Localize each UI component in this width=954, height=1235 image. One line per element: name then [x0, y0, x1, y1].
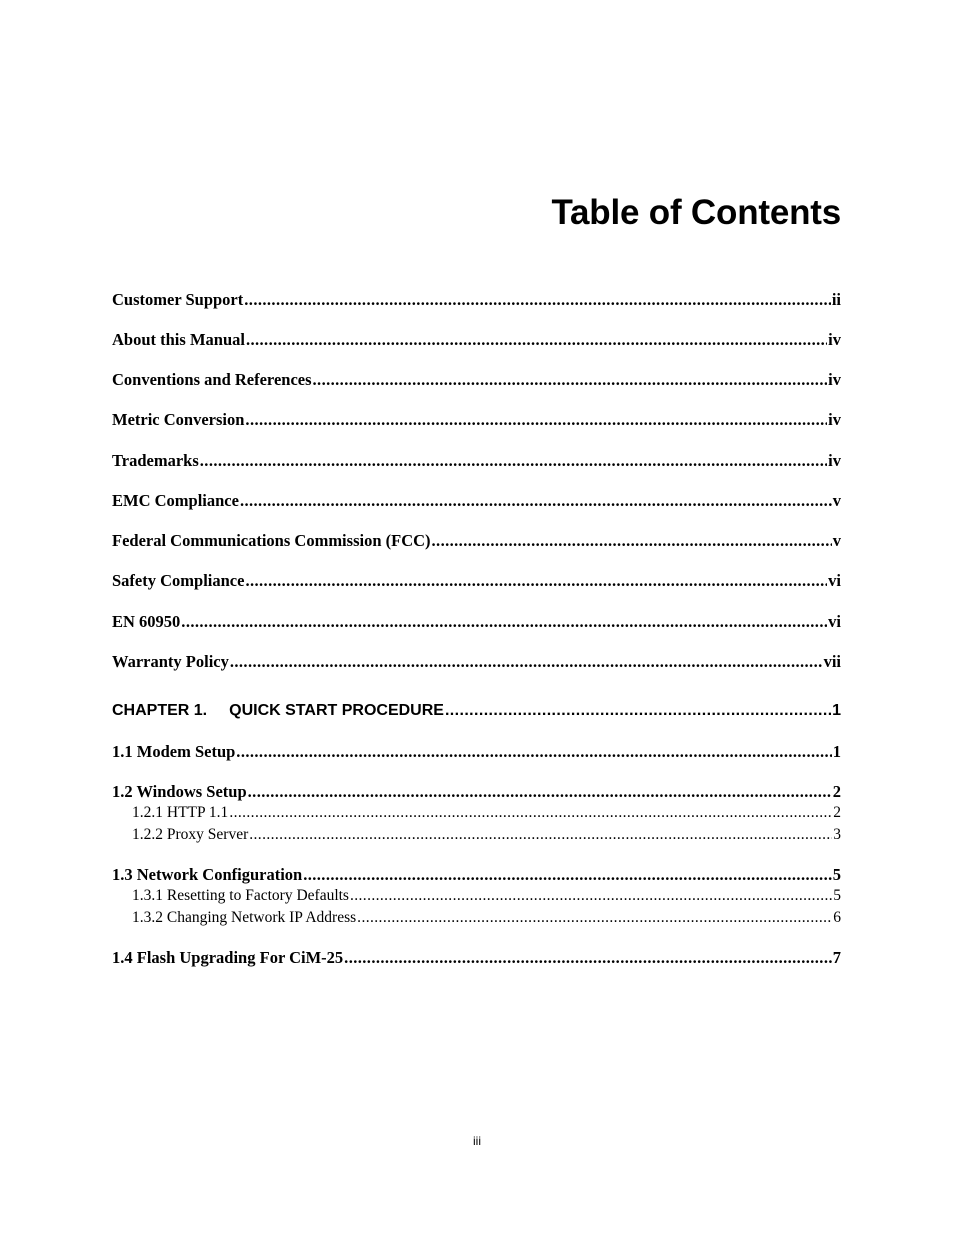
- toc-entry-page: 6: [833, 909, 841, 926]
- toc-entry-metric-conversion[interactable]: [112, 410, 841, 430]
- toc-entry-1-4[interactable]: [112, 948, 841, 968]
- toc-entry-1-1[interactable]: [112, 742, 841, 762]
- toc-entry-label: 1.3 Network Configuration: [112, 865, 303, 884]
- dot-leader: [200, 451, 827, 471]
- toc-entry-1-2-2[interactable]: [132, 825, 841, 845]
- dot-leader: [357, 908, 832, 928]
- toc-entry-page: vi: [828, 571, 841, 590]
- toc-entry-conventions-and-references[interactable]: [112, 370, 841, 390]
- dot-leader: [350, 886, 832, 906]
- toc-entry-page: 1: [832, 742, 841, 761]
- toc-entry-en-60950[interactable]: [112, 612, 841, 632]
- toc-entry-page: 5: [833, 887, 841, 904]
- toc-entry-warranty-policy[interactable]: [112, 652, 841, 672]
- dot-leader: [445, 701, 831, 721]
- toc-entry-label: 1.2.1 HTTP 1.1: [132, 804, 229, 821]
- dot-leader: [245, 571, 827, 591]
- dot-leader: [344, 948, 832, 968]
- toc-entry-page: iv: [828, 330, 841, 349]
- toc-entry-label: 1.2.2 Proxy Server: [132, 826, 249, 843]
- dot-leader: [244, 290, 831, 310]
- dot-leader: [432, 531, 832, 551]
- toc-entry-emc-compliance[interactable]: [112, 491, 841, 511]
- dot-leader: [240, 491, 832, 511]
- toc-entry-label: Conventions and References: [112, 370, 312, 389]
- toc-entry-label: Warranty Policy: [112, 652, 229, 671]
- toc-entry-label: QUICK START PROCEDURE: [229, 702, 444, 719]
- toc-entry-fcc[interactable]: [112, 531, 841, 551]
- toc-entry-label: 1.3.1 Resetting to Factory Defaults: [132, 887, 349, 904]
- toc-entry-label: Federal Communications Commission (FCC): [112, 531, 431, 550]
- dot-leader: [230, 652, 823, 672]
- toc-entry-page: 5: [832, 865, 841, 884]
- toc-entry-page: 7: [832, 948, 841, 967]
- toc-entry-page: ii: [831, 290, 841, 309]
- page-title: Table of Contents: [551, 193, 841, 232]
- toc-entry-label: 1.2 Windows Setup: [112, 782, 247, 801]
- toc-entry-label: Trademarks: [112, 451, 199, 470]
- toc-entry-page: v: [832, 491, 841, 510]
- toc-entry-label: Safety Compliance: [112, 571, 245, 590]
- toc-entry-page: 3: [833, 826, 841, 843]
- toc-entry-page: iv: [828, 451, 841, 470]
- toc-entry-1-3-2[interactable]: [132, 908, 841, 928]
- dot-leader: [248, 782, 832, 802]
- toc-entry-label: EMC Compliance: [112, 491, 239, 510]
- toc-entry-page: 1: [832, 702, 841, 719]
- toc-entry-page: 2: [833, 804, 841, 821]
- dot-leader: [181, 612, 827, 632]
- toc-entry-1-2[interactable]: [112, 782, 841, 802]
- toc-entry-chapter-1[interactable]: [112, 701, 841, 721]
- dot-leader: [229, 803, 832, 823]
- dot-leader: [249, 825, 832, 845]
- toc-entry-1-3-1[interactable]: [132, 886, 841, 906]
- toc-entry-page: vii: [823, 652, 841, 671]
- page-number-footer: iii: [473, 1134, 481, 1148]
- toc-entry-label: 1.3.2 Changing Network IP Address: [132, 909, 357, 926]
- toc-entry-label: 1.1 Modem Setup: [112, 742, 236, 761]
- toc-entry-page: 2: [832, 782, 841, 801]
- dot-leader: [246, 330, 827, 350]
- dot-leader: [303, 865, 832, 885]
- toc-chapter-number: CHAPTER 1.: [112, 702, 208, 719]
- toc-entry-page: iv: [828, 370, 841, 389]
- toc-entry-safety-compliance[interactable]: [112, 571, 841, 591]
- toc-entry-trademarks[interactable]: [112, 451, 841, 471]
- toc-entry-page: vi: [828, 612, 841, 631]
- toc-entry-label: About this Manual: [112, 330, 245, 349]
- toc-entry-about-this-manual[interactable]: [112, 330, 841, 350]
- toc-entry-label: Customer Support: [112, 290, 244, 309]
- toc-entry-page: iv: [828, 410, 841, 429]
- dot-leader: [313, 370, 828, 390]
- toc-entry-1-2-1[interactable]: [132, 803, 841, 823]
- dot-leader: [236, 742, 831, 762]
- toc-entry-label: EN 60950: [112, 612, 181, 631]
- toc-entry-label: Metric Conversion: [112, 410, 245, 429]
- toc-entry-page: v: [832, 531, 841, 550]
- toc-entry-label: 1.4 Flash Upgrading For CiM-25: [112, 948, 344, 967]
- toc-entry-1-3[interactable]: [112, 865, 841, 885]
- toc-entry-customer-support[interactable]: [112, 290, 841, 310]
- dot-leader: [245, 410, 827, 430]
